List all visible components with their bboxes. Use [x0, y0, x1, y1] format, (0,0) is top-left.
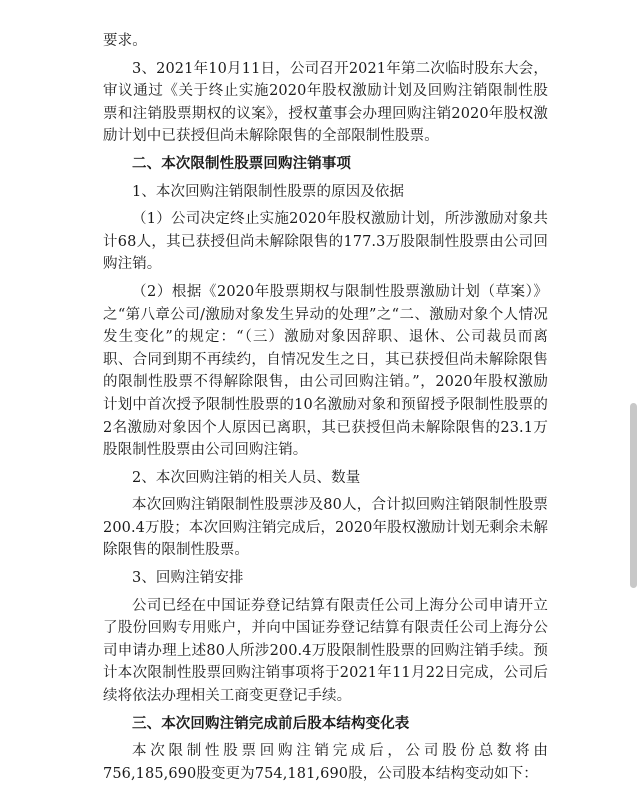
vertical-scrollbar[interactable] — [630, 403, 637, 588]
paragraph-share-change: 本次限制性股票回购注销完成后，公司股份总数将由756,185,690股变更为754,181,690股，公司股本结构变动如下： — [103, 743, 548, 782]
paragraph-reason-2: （2）根据《2020年股票期权与限制性股票激励计划（草案）》之“第八章公司/激励对象发生异动的处理”之“二、激励对象个人情况发生变化”的规定：“（三）激励对象因辞职、退休、公司裁员而离职、合同到期不再续约，自情况发生之日，其已获授但尚未解除限售的限制性股票不得解除限售，由公司回购注销。”，2020年股权激励计划中首次授予限制性股票的10名激励对象和预留授予限制性股票的2名激励对象因个人原因已离职，其已获授但尚未解除限售的23.1万股限制性股票由公司回购注销。 — [103, 283, 548, 459]
document-body — [103, 30, 548, 790]
paragraph-arrangement: 公司已经在中国证券登记结算有限责任公司上海分公司申请开立了股份回购专用账户，并向中国证券登记结算有限责任公司上海分公司申请办理上述80人所涉200.4万股限制性股票的回购注销手续。预计本次限制性股票回购注销事项将于2021年11月22日完成，公司后续将依法办理相关工商变更登记手续。 — [103, 597, 548, 705]
subheading-arrangement: 3、回购注销安排 — [132, 570, 244, 587]
subheading-persons-quantity: 2、本次回购注销的相关人员、数量 — [132, 469, 361, 486]
paragraph-requirement-tail: 要求。 — [103, 33, 147, 49]
section-heading-3: 三、本次回购注销完成前后股本结构变化表 — [132, 714, 410, 732]
section-heading-2: 二、本次限制性股票回购注销事项 — [132, 154, 351, 172]
paragraph-persons-quantity: 本次回购注销限制性股票涉及80人，合计拟回购注销限制性股票200.4万股；本次回购注销完成后，2020年股权激励计划无剩余未解除限售的限制性股票。 — [103, 497, 548, 559]
subheading-reasons: 1、本次回购注销限制性股票的原因及依据 — [132, 183, 405, 200]
paragraph-shareholder-meeting: 3、2021年10月11日，公司召开2021年第二次临时股东大会，审议通过《关于终止实施2020年股权激励计划及回购注销限制性股票和注销股票期权的议案》，授权董事会办理回购注销2020年股权激励计划中已获授但尚未解除限售的全部限制性股票。 — [103, 60, 548, 145]
paragraph-reason-1: （1）公司决定终止实施2020年股权激励计划，所涉激励对象共计68人，其已获授但尚未解除限售的177.3万股限制性股票由公司回购注销。 — [103, 211, 548, 273]
